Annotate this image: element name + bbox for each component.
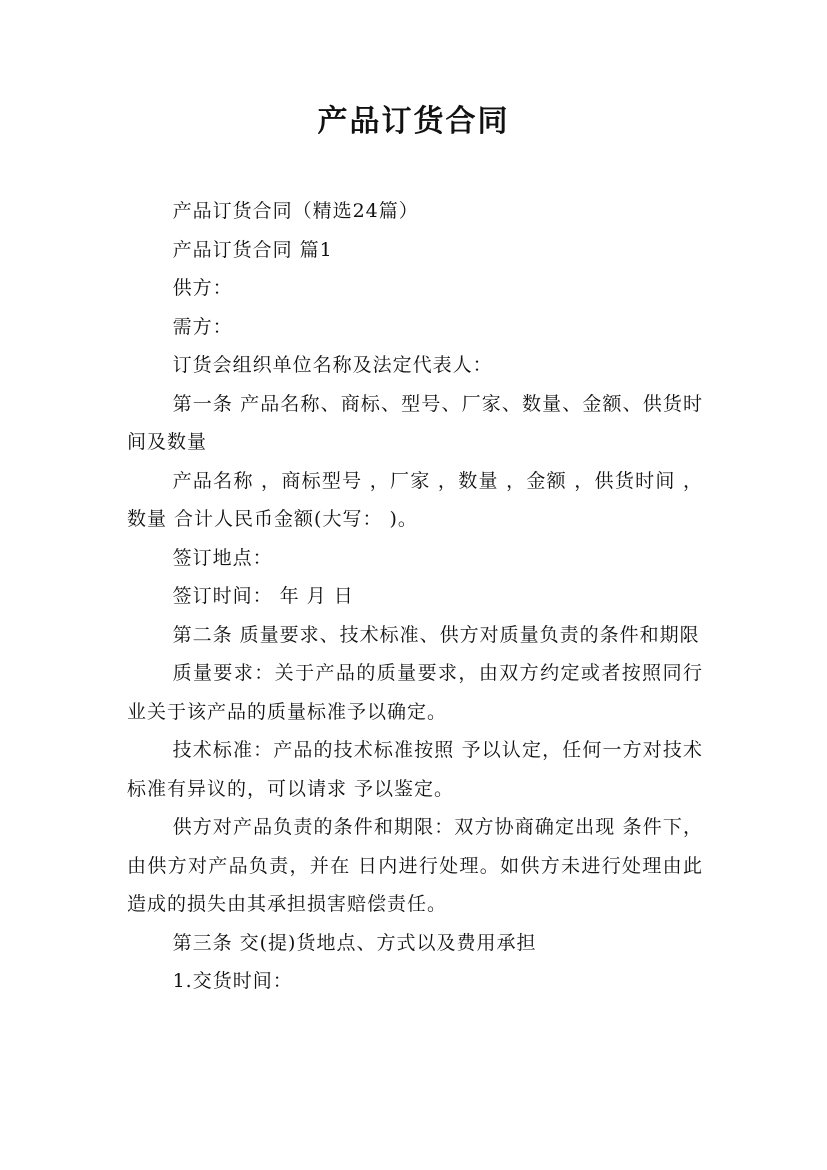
paragraph-subtitle: 产品订货合同（精选24篇）: [172, 200, 419, 222]
paragraph-delivery-time: 1.交货时间：: [172, 970, 293, 992]
paragraph-technical-standards: 技术标准：产品的技术标准按照 予以认定，任何一方对技术标准有异议的，可以请求 予以鉴定。: [127, 739, 703, 800]
paragraph-article-1: 第一条 产品名称、商标、型号、厂家、数量、金额、供货时间及数量: [127, 392, 703, 453]
paragraph-organizer: 订货会组织单位名称及法定代表人：: [172, 354, 493, 376]
document-body: [127, 192, 703, 1001]
paragraph-article-3: 第三条 交(提)货地点、方式以及费用承担: [172, 931, 537, 954]
paragraph-signing-place: 签订地点：: [172, 546, 273, 569]
paragraph-article-2: 第二条 质量要求、技术标准、供方对质量负责的条件和期限: [172, 623, 700, 646]
paragraph-section-heading: 产品订货合同 篇1: [172, 238, 333, 261]
paragraph-supplier: 供方：: [172, 277, 233, 299]
paragraph-supplier-responsibility: 供方对产品负责的条件和期限：双方协商确定出现 条件下，由供方对产品负责，并在 日内进行处理。如供方未进行处理由此造成的损失由其承担损害赔偿责任。: [127, 816, 703, 915]
paragraph-quality-requirements: 质量要求：关于产品的质量要求，由双方约定或者按照同行业关于该产品的质量标准予以确定。: [127, 662, 703, 723]
paragraph-product-details: 产品名称 ，商标型号 ，厂家 ，数量 ，金额 ，供货时间 ，数量 合计人民币金额(大写： )。: [127, 469, 703, 530]
paragraph-signing-time: 签订时间： 年 月 日: [172, 585, 354, 607]
document-title: 产品订货合同: [317, 104, 510, 139]
paragraph-buyer: 需方：: [172, 315, 233, 338]
